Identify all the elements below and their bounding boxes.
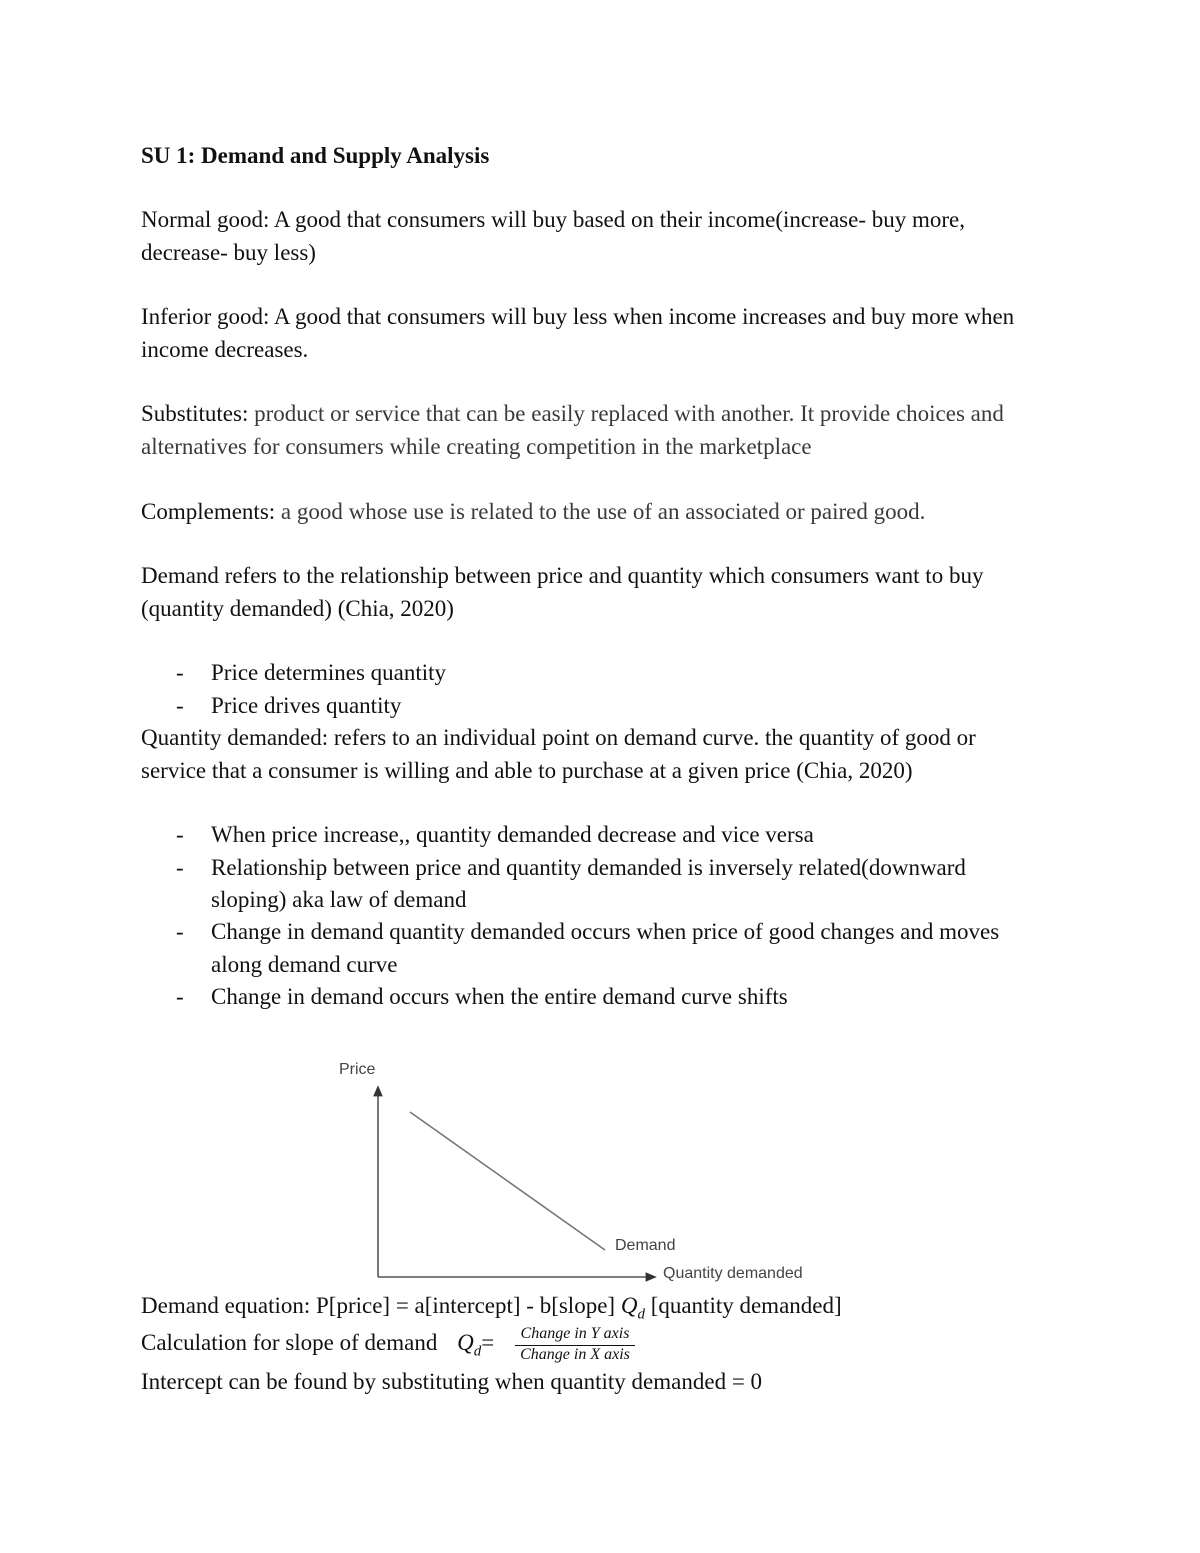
series-label-demand: Demand [615, 1237, 676, 1254]
demand-curve-line [410, 1112, 605, 1250]
inferior-good-label: Inferior good: [141, 304, 270, 329]
demand-curve-chart [330, 1055, 830, 1290]
bullet-dash: - [176, 660, 184, 685]
quantity-demanded-line-1: Quantity demanded: refers to an individual point on demand curve. the quantity of good or [141, 725, 976, 750]
demand-equation [141, 1290, 842, 1331]
inferior-good-line-1 [141, 301, 1014, 333]
x-axis-label: Quantity demanded [663, 1265, 803, 1282]
substitutes-label: Substitutes: [141, 401, 249, 426]
substitutes-text: product or service that can be easily replaced with another. It provide choices and [248, 401, 1004, 426]
slope-denominator: Change in X axis [520, 1346, 630, 1363]
y-axis-label: Price [339, 1061, 376, 1078]
page-title: SU 1: Demand and Supply Analysis [141, 143, 490, 168]
complements-text: a good whose use is related to the use of an associated or paired good. [275, 499, 926, 524]
normal-good-line-2: decrease- buy less) [141, 240, 316, 265]
demand-equation-text: Demand equation: P[price] = a[intercept] - b[slope] [141, 1293, 621, 1318]
qd-bullet-1: When price increase,, quantity demanded decrease and vice versa [211, 822, 814, 847]
qd-bullet-3-line-1: Change in demand quantity demanded occurs when price of good changes and moves [211, 919, 1000, 944]
slope-text: Calculation for slope of demand [141, 1330, 444, 1355]
q-subscript: d [637, 1306, 645, 1323]
normal-good-label: Normal good: [141, 207, 270, 232]
complements-line [141, 496, 925, 528]
slope-equation [141, 1327, 494, 1368]
intercept-text: Intercept can be found by substituting when quantity demanded = 0 [141, 1369, 763, 1394]
normal-good-text: A good that consumers will buy based on their income(increase- buy more, [269, 207, 965, 232]
qd-bullet-2-line-1: Relationship between price and quantity demanded is inversely related(downward [211, 855, 966, 880]
quantity-demanded-line-2: service that a consumer is willing and able to purchase at a given price (Chia, 2020) [141, 758, 913, 783]
demand-bullet-2: Price drives quantity [211, 693, 402, 718]
demand-line-2: (quantity demanded) (Chia, 2020) [141, 596, 454, 621]
demand-line-1: Demand refers to the relationship between price and quantity which consumers want to buy [141, 563, 984, 588]
demand-bullet-1: Price determines quantity [211, 660, 447, 685]
qd-bullet-3-line-2: along demand curve [211, 952, 398, 977]
bullet-dash: - [176, 919, 184, 944]
substitutes-line-1 [141, 398, 1004, 430]
q-symbol: Q [620, 1293, 638, 1318]
bullet-dash: - [176, 822, 184, 847]
q-subscript-2: d [473, 1343, 482, 1360]
equals-sign: = [481, 1330, 495, 1355]
slope-numerator: Change in Y axis [520, 1325, 630, 1342]
substitutes-line-2: alternatives for consumers while creating competition in the marketplace [141, 434, 812, 459]
q-symbol-2: Q [457, 1330, 474, 1355]
demand-equation-tail: [quantity demanded] [644, 1293, 842, 1318]
normal-good-line-1 [141, 204, 965, 236]
qd-bullet-4: Change in demand occurs when the entire demand curve shifts [211, 984, 788, 1009]
bullet-dash: - [176, 855, 184, 880]
complements-label: Complements: [141, 499, 276, 524]
inferior-good-text: A good that consumers will buy less when income increases and buy more when [269, 304, 1015, 329]
bullet-dash: - [176, 984, 184, 1009]
inferior-good-line-2: income decreases. [141, 337, 309, 362]
qd-bullet-2-line-2: sloping) aka law of demand [211, 887, 467, 912]
bullet-dash: - [176, 693, 184, 718]
